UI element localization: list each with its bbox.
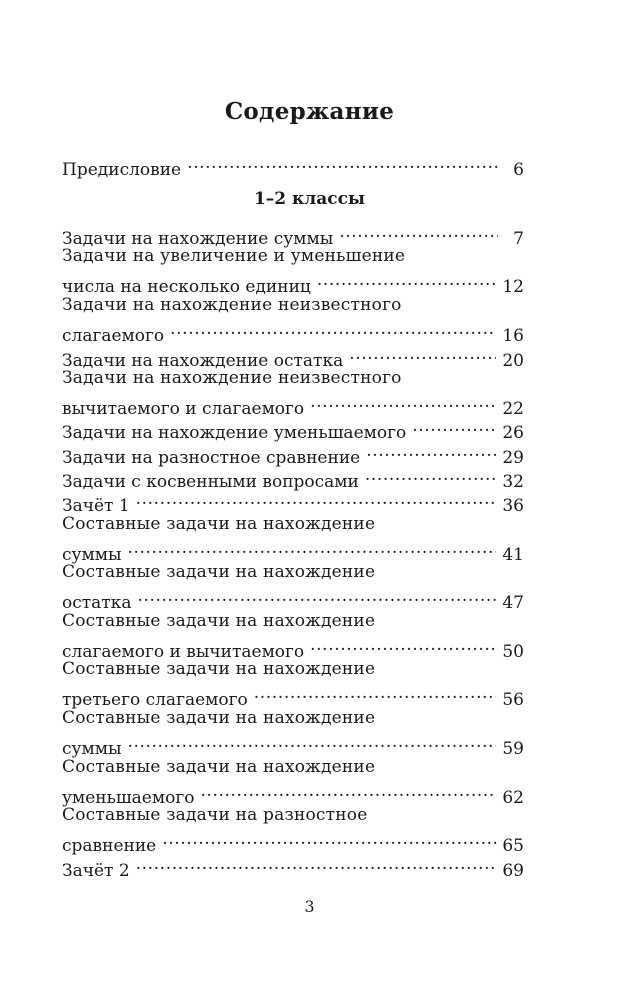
toc-entry-page: 26 bbox=[502, 423, 524, 444]
toc-entry-label: уменьшаемого bbox=[62, 787, 195, 808]
dot-leader bbox=[349, 342, 496, 366]
dot-leader bbox=[412, 414, 496, 438]
toc-entry-label-line: Составные задачи на нахождение bbox=[62, 610, 376, 631]
toc-entry-label: Задачи на разностное сравнение bbox=[62, 447, 361, 468]
toc-entry-page: 56 bbox=[502, 690, 524, 711]
toc-entry-page: 29 bbox=[502, 447, 524, 468]
toc-entry-label: Задачи с косвенными вопросами bbox=[62, 472, 359, 492]
toc-entry-label: Зачёт 2 bbox=[62, 860, 130, 881]
toc-entry-label: Задачи на нахождение остатка bbox=[62, 350, 344, 371]
toc-entry-page: 62 bbox=[502, 787, 524, 808]
toc-entry[interactable] bbox=[62, 512, 524, 567]
toc-entry-label: Задачи на нахождение суммы bbox=[62, 229, 334, 249]
toc-entry[interactable] bbox=[62, 293, 524, 348]
toc-entry-label-line: Задачи на нахождение неизвестного bbox=[62, 294, 402, 315]
dot-leader bbox=[365, 463, 497, 487]
toc-entry-page: 50 bbox=[502, 641, 524, 662]
dot-leader bbox=[254, 681, 497, 705]
toc-entry[interactable] bbox=[62, 755, 524, 810]
dot-leader bbox=[310, 390, 496, 414]
toc-entry-label: числа на несколько единиц bbox=[62, 277, 311, 298]
dot-leader bbox=[128, 730, 497, 754]
toc-entry-label: Зачёт 1 bbox=[62, 496, 130, 517]
toc-entry-label: Задачи на нахождение уменьшаемого bbox=[62, 423, 407, 444]
toc-entry-page: 59 bbox=[502, 739, 524, 759]
dot-leader bbox=[187, 151, 498, 175]
toc-entry-label: слагаемого и вычитаемого bbox=[62, 641, 305, 662]
toc-entry-page: 22 bbox=[502, 398, 524, 419]
toc-entry-page: 6 bbox=[513, 160, 524, 180]
toc-entry-page: 16 bbox=[502, 325, 524, 346]
toc-entry[interactable] bbox=[62, 803, 524, 858]
page-title: Содержание bbox=[224, 98, 395, 125]
toc-entry[interactable] bbox=[62, 609, 524, 664]
dot-leader bbox=[137, 584, 496, 608]
dot-leader bbox=[339, 220, 498, 244]
toc-entry-label: слагаемого bbox=[62, 325, 165, 346]
toc-entry-label-line: Составные задачи на нахождение bbox=[62, 562, 376, 583]
toc-entry-label: суммы bbox=[62, 544, 122, 565]
toc-entry-label-line: Составные задачи на нахождение bbox=[62, 756, 376, 777]
toc-entry-label: остатка bbox=[62, 593, 132, 614]
toc-entry-label: вычитаемого и слагаемого bbox=[62, 398, 305, 419]
toc-entry-label-line: Составные задачи на нахождение bbox=[62, 659, 376, 680]
toc-entry-page: 41 bbox=[502, 544, 524, 565]
toc-entry[interactable] bbox=[62, 657, 524, 712]
toc-entry-page: 20 bbox=[502, 350, 524, 371]
dot-leader bbox=[128, 536, 497, 560]
toc-entry-label-line: Задачи на нахождение неизвестного bbox=[62, 367, 402, 388]
dot-leader bbox=[200, 779, 496, 803]
dot-leader bbox=[366, 439, 496, 463]
toc-entry[interactable] bbox=[62, 852, 524, 883]
section-heading: 1–2 классы bbox=[253, 189, 366, 209]
page-number: 3 bbox=[304, 897, 315, 916]
toc-entry-page: 65 bbox=[502, 836, 524, 857]
toc-entry-label-line: Составные задачи на нахождение bbox=[62, 708, 376, 728]
toc-entry-label-line: Составные задачи на разностное bbox=[62, 805, 368, 826]
toc-entry-page: 12 bbox=[502, 277, 524, 298]
toc-entry[interactable] bbox=[62, 244, 524, 299]
toc-entry-page: 47 bbox=[502, 593, 524, 614]
dot-leader bbox=[310, 633, 496, 657]
dot-leader bbox=[162, 827, 496, 851]
toc-entry[interactable] bbox=[62, 706, 524, 761]
dot-leader bbox=[136, 487, 497, 511]
dot-leader bbox=[170, 317, 496, 341]
dot-leader bbox=[317, 268, 497, 292]
toc-entry-page: 36 bbox=[502, 496, 524, 517]
toc-entry-label-line: Задачи на увеличение и уменьшение bbox=[62, 246, 406, 267]
toc-entry[interactable] bbox=[62, 366, 524, 421]
toc-entry-preface[interactable] bbox=[62, 151, 524, 182]
toc-entry[interactable] bbox=[62, 560, 524, 615]
toc-entry-label: третьего слагаемого bbox=[62, 690, 248, 711]
toc-entry-page: 69 bbox=[502, 860, 524, 881]
toc-entry-page: 7 bbox=[513, 229, 524, 249]
toc-entry-label: сравнение bbox=[62, 836, 157, 857]
toc-entry-label: Предисловие bbox=[62, 160, 182, 180]
toc-entry-label-line: Составные задачи на нахождение bbox=[62, 513, 376, 534]
toc-entry-label: суммы bbox=[62, 739, 122, 759]
toc-entry-page: 32 bbox=[502, 472, 524, 492]
dot-leader bbox=[136, 852, 497, 876]
